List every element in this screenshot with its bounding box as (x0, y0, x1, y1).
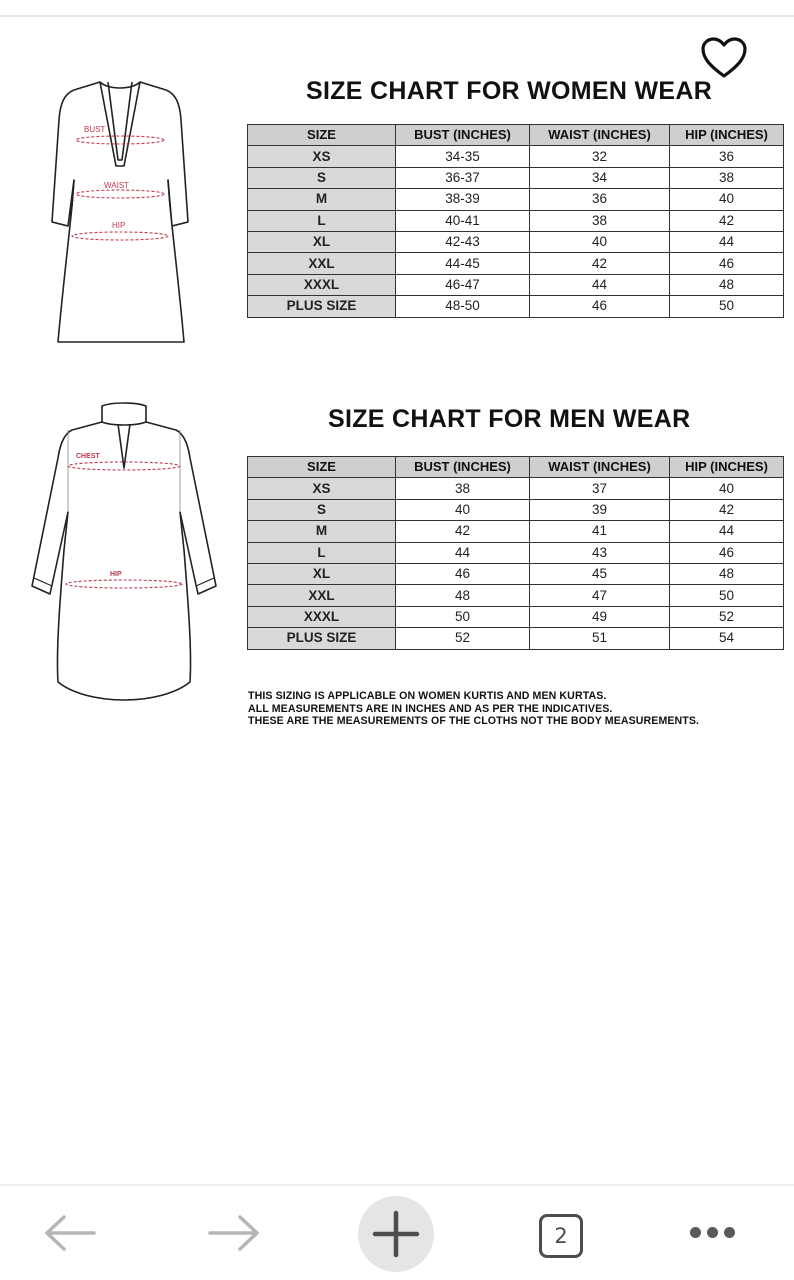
hip-label: HIP (110, 571, 122, 578)
header-size: SIZE (248, 457, 396, 478)
note-line: ALL MEASUREMENTS ARE IN INCHES AND AS PER THE INDICATIVES. (248, 702, 613, 715)
waist-cell: 49 (530, 606, 670, 627)
table-header-row (248, 457, 784, 478)
size-cell: M (248, 521, 396, 542)
table-row (248, 478, 784, 499)
hip-cell: 38 (670, 167, 784, 188)
table-row (248, 521, 784, 542)
bust-cell: 46 (396, 563, 530, 584)
table-row (248, 563, 784, 584)
back-button[interactable] (40, 1208, 100, 1258)
men-kurta-illustration (28, 400, 220, 706)
hip-cell: 44 (670, 231, 784, 252)
waist-cell: 45 (530, 563, 670, 584)
hip-cell: 52 (670, 606, 784, 627)
size-cell: XS (248, 478, 396, 499)
bust-cell: 50 (396, 606, 530, 627)
bust-cell: 44 (396, 542, 530, 563)
size-cell: L (248, 210, 396, 231)
bust-cell: 48 (396, 585, 530, 606)
waist-cell: 37 (530, 478, 670, 499)
table-row (248, 628, 784, 649)
more-dots-icon (687, 1225, 738, 1243)
waist-cell: 46 (530, 296, 670, 317)
tab-count-badge: 2 (539, 1214, 583, 1258)
size-cell: S (248, 167, 396, 188)
table-row (248, 189, 784, 210)
hip-cell: 48 (670, 563, 784, 584)
plus-icon (371, 1209, 421, 1259)
bust-cell: 46-47 (396, 274, 530, 295)
size-cell: XXL (248, 253, 396, 274)
bust-cell: 40 (396, 499, 530, 520)
bust-cell: 38 (396, 478, 530, 499)
hip-cell: 50 (670, 296, 784, 317)
waist-cell: 40 (530, 231, 670, 252)
hip-label: HIP (112, 221, 126, 230)
waist-cell: 47 (530, 585, 670, 606)
size-cell: S (248, 499, 396, 520)
header-hip: HIP (INCHES) (670, 457, 784, 478)
tab-switcher-button[interactable] (536, 1211, 586, 1261)
women-kurti-illustration (48, 76, 192, 348)
men-size-table (247, 456, 784, 650)
bust-cell: 42 (396, 521, 530, 542)
top-divider (0, 15, 794, 17)
table-row (248, 542, 784, 563)
waist-cell: 36 (530, 189, 670, 210)
waist-cell: 32 (530, 146, 670, 167)
bust-cell: 34-35 (396, 146, 530, 167)
size-cell: XL (248, 231, 396, 252)
forward-button[interactable] (204, 1208, 264, 1258)
table-header-row (248, 125, 784, 146)
table-row (248, 167, 784, 188)
header-bust: BUST (INCHES) (396, 125, 530, 146)
waist-cell: 34 (530, 167, 670, 188)
size-cell: PLUS SIZE (248, 628, 396, 649)
waist-cell: 51 (530, 628, 670, 649)
size-cell: XXL (248, 585, 396, 606)
table-row (248, 274, 784, 295)
header-hip: HIP (INCHES) (670, 125, 784, 146)
chest-label: CHEST (76, 453, 100, 460)
header-size: SIZE (248, 125, 396, 146)
bust-cell: 36-37 (396, 167, 530, 188)
women-size-table (247, 124, 784, 318)
new-tab-button[interactable] (358, 1196, 434, 1272)
size-cell: XXXL (248, 606, 396, 627)
table-row (248, 210, 784, 231)
table-row (248, 296, 784, 317)
hip-cell: 50 (670, 585, 784, 606)
table-row (248, 146, 784, 167)
hip-cell: 46 (670, 542, 784, 563)
more-menu-button[interactable] (680, 1211, 744, 1257)
size-cell: XL (248, 563, 396, 584)
arrow-left-icon (42, 1213, 98, 1253)
arrow-right-icon (206, 1213, 262, 1253)
waist-cell: 42 (530, 253, 670, 274)
bust-cell: 40-41 (396, 210, 530, 231)
size-cell: XXXL (248, 274, 396, 295)
heart-icon[interactable] (700, 36, 748, 80)
hip-cell: 40 (670, 478, 784, 499)
browser-bottom-toolbar (0, 1184, 794, 1280)
waist-cell: 44 (530, 274, 670, 295)
table-row (248, 231, 784, 252)
hip-cell: 54 (670, 628, 784, 649)
bust-cell: 52 (396, 628, 530, 649)
hip-cell: 40 (670, 189, 784, 210)
size-cell: PLUS SIZE (248, 296, 396, 317)
waist-cell: 38 (530, 210, 670, 231)
table-row (248, 253, 784, 274)
sizing-notes (248, 690, 699, 728)
table-row (248, 606, 784, 627)
note-line: THESE ARE THE MEASUREMENTS OF THE CLOTHS NOT THE BODY MEASUREMENTS. (248, 715, 700, 727)
bust-cell: 38-39 (396, 189, 530, 210)
header-bust: BUST (INCHES) (396, 457, 530, 478)
hip-cell: 36 (670, 146, 784, 167)
table-row (248, 585, 784, 606)
women-chart-title: SIZE CHART FOR WOMEN WEAR (306, 77, 713, 105)
men-chart-title: SIZE CHART FOR MEN WEAR (328, 405, 691, 433)
waist-cell: 39 (530, 499, 670, 520)
hip-cell: 48 (670, 274, 784, 295)
hip-cell: 46 (670, 253, 784, 274)
hip-cell: 44 (670, 521, 784, 542)
header-waist: WAIST (INCHES) (530, 125, 670, 146)
size-cell: XS (248, 146, 396, 167)
size-cell: M (248, 189, 396, 210)
header-waist: WAIST (INCHES) (530, 457, 670, 478)
waist-label: WAIST (104, 181, 130, 190)
bust-cell: 48-50 (396, 296, 530, 317)
bust-label: BUST (84, 125, 106, 134)
table-row (248, 499, 784, 520)
hip-cell: 42 (670, 499, 784, 520)
hip-cell: 42 (670, 210, 784, 231)
waist-cell: 41 (530, 521, 670, 542)
waist-cell: 43 (530, 542, 670, 563)
bust-cell: 44-45 (396, 253, 530, 274)
note-line: THIS SIZING IS APPLICABLE ON WOMEN KURTIS AND MEN KURTAS. (248, 690, 607, 702)
bust-cell: 42-43 (396, 231, 530, 252)
size-cell: L (248, 542, 396, 563)
